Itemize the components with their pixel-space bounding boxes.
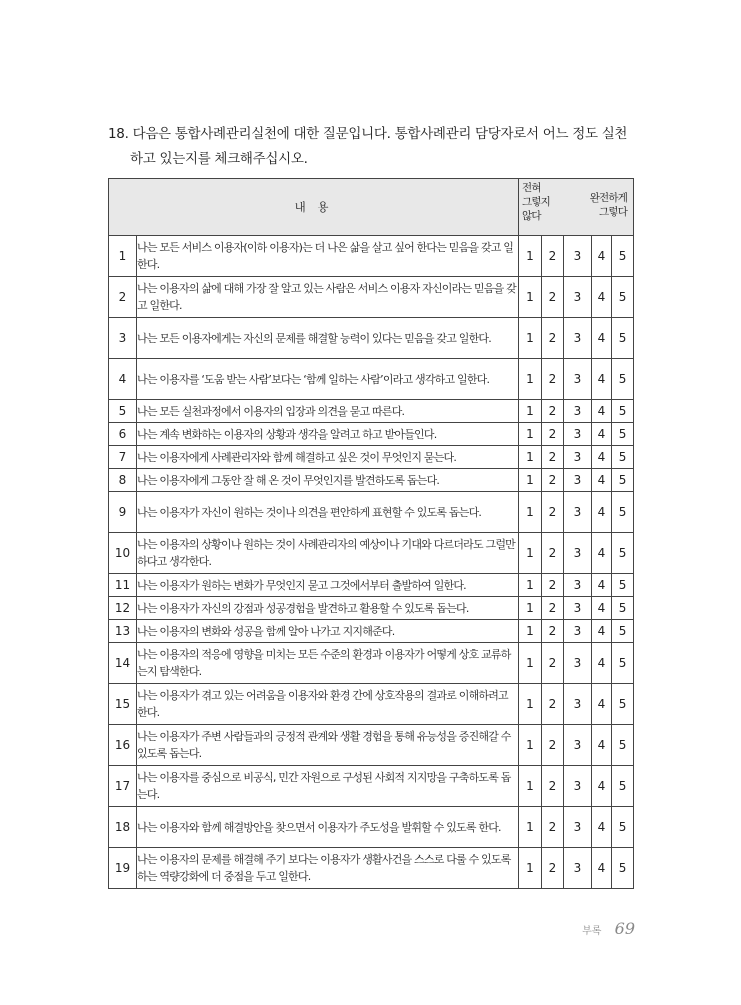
row-statement: 나는 계속 변화하는 이용자의 상황과 생각을 알려고 하고 받아들인다. [137,423,519,446]
scale-option-3[interactable]: 3 [564,400,592,423]
scale-option-1[interactable]: 1 [519,725,542,766]
table-row [109,766,634,807]
scale-option-1[interactable]: 1 [519,684,542,725]
scale-option-1[interactable]: 1 [519,318,542,359]
scale-option-4[interactable]: 4 [592,469,612,492]
row-number: 19 [109,848,137,889]
scale-option-1[interactable]: 1 [519,620,542,643]
scale-option-5[interactable]: 5 [612,423,634,446]
scale-option-5[interactable]: 5 [612,620,634,643]
scale-option-1[interactable]: 1 [519,807,542,848]
scale-option-5[interactable]: 5 [612,597,634,620]
row-statement: 나는 이용자가 자신의 강점과 성공경험을 발견하고 활용할 수 있도록 돕는다. [137,597,519,620]
row-number: 9 [109,492,137,533]
question-line-1: 다음은 통합사례관리실천에 대한 질문입니다. 통합사례관리 담당자로서 어느 정도 실천 [132,126,628,142]
scale-option-1[interactable]: 1 [519,423,542,446]
table-row [109,597,634,620]
scale-option-3[interactable]: 3 [564,492,592,533]
scale-option-1[interactable]: 1 [519,400,542,423]
scale-option-2[interactable]: 2 [542,423,564,446]
scale-option-5[interactable]: 5 [612,725,634,766]
scale-option-1[interactable]: 1 [519,277,542,318]
row-statement: 나는 이용자의 적응에 영향을 미치는 모든 수준의 환경과 이용자가 어떻게 상호 교류하는지 탐색한다. [137,643,519,684]
scale-option-3[interactable]: 3 [564,318,592,359]
scale-option-5[interactable]: 5 [612,643,634,684]
scale-option-4[interactable]: 4 [592,574,612,597]
scale-option-4[interactable]: 4 [592,597,612,620]
row-statement: 나는 모든 서비스 이용자(이하 이용자)는 더 나은 삶을 살고 싶어 한다는 믿음을 갖고 일한다. [137,236,519,277]
scale-option-4[interactable]: 4 [592,236,612,277]
table-row [109,446,634,469]
row-statement: 나는 이용자의 삶에 대해 가장 잘 알고 있는 사람은 서비스 이용자 자신이라는 믿음을 갖고 일한다. [137,277,519,318]
row-statement: 나는 이용자가 주변 사람들과의 긍정적 관계와 생활 경험을 통해 유능성을 증진해갈 수 있도록 돕는다. [137,725,519,766]
scale-option-2[interactable]: 2 [542,236,564,277]
scale-option-2[interactable]: 2 [542,620,564,643]
scale-option-2[interactable]: 2 [542,725,564,766]
row-number: 14 [109,643,137,684]
scale-option-1[interactable]: 1 [519,236,542,277]
scale-option-3[interactable]: 3 [564,277,592,318]
scale-option-5[interactable]: 5 [612,533,634,574]
survey-body [109,236,634,889]
row-number: 8 [109,469,137,492]
table-row [109,423,634,446]
scale-option-2[interactable]: 2 [542,469,564,492]
row-number: 18 [109,807,137,848]
scale-option-2[interactable]: 2 [542,597,564,620]
scale-option-5[interactable]: 5 [612,492,634,533]
row-number: 7 [109,446,137,469]
scale-option-4[interactable]: 4 [592,423,612,446]
row-statement: 나는 모든 이용자에게는 자신의 문제를 해결할 능력이 있다는 믿음을 갖고 일한다. [137,318,519,359]
question-number: 18. [108,126,129,142]
row-statement: 나는 이용자에게 그동안 잘 해 온 것이 무엇인지를 발견하도록 돕는다. [137,469,519,492]
scale-option-4[interactable]: 4 [592,277,612,318]
question-text [108,122,648,172]
scale-option-4[interactable]: 4 [592,400,612,423]
header-content: 내 용 [109,179,519,236]
scale-option-3[interactable]: 3 [564,469,592,492]
scale-option-1[interactable]: 1 [519,533,542,574]
scale-option-4[interactable]: 4 [592,533,612,574]
scale-option-2[interactable]: 2 [542,848,564,889]
scale-option-3[interactable]: 3 [564,807,592,848]
scale-option-3[interactable]: 3 [564,643,592,684]
scale-option-1[interactable]: 1 [519,574,542,597]
scale-option-5[interactable]: 5 [612,684,634,725]
scale-option-2[interactable]: 2 [542,400,564,423]
scale-option-3[interactable]: 3 [564,446,592,469]
row-number: 1 [109,236,137,277]
survey-table [108,178,634,889]
scale-option-2[interactable]: 2 [542,318,564,359]
scale-option-5[interactable]: 5 [612,359,634,400]
scale-option-5[interactable]: 5 [612,446,634,469]
scale-option-3[interactable]: 3 [564,236,592,277]
row-number: 13 [109,620,137,643]
row-number: 6 [109,423,137,446]
question-line-2: 하고 있는지를 체크해주십시오. [130,151,308,167]
row-statement: 나는 이용자에게 사례관리자와 함께 해결하고 싶은 것이 무엇인지 묻는다. [137,446,519,469]
table-row [109,236,634,277]
scale-option-3[interactable]: 3 [564,359,592,400]
scale-option-1[interactable]: 1 [519,848,542,889]
scale-option-3[interactable]: 3 [564,848,592,889]
scale-option-2[interactable]: 2 [542,684,564,725]
table-row [109,574,634,597]
row-number: 12 [109,597,137,620]
table-row [109,807,634,848]
row-statement: 나는 이용자의 변화와 성공을 함께 알아 나가고 지지해준다. [137,620,519,643]
scale-option-3[interactable]: 3 [564,574,592,597]
scale-option-2[interactable]: 2 [542,766,564,807]
row-number: 3 [109,318,137,359]
scale-option-1[interactable]: 1 [519,469,542,492]
scale-option-4[interactable]: 4 [592,620,612,643]
header-scale [519,179,634,236]
scale-option-2[interactable]: 2 [542,492,564,533]
scale-option-4[interactable]: 4 [592,492,612,533]
scale-option-3[interactable]: 3 [564,533,592,574]
scale-option-5[interactable]: 5 [612,766,634,807]
table-row [109,492,634,533]
footer-section: 부록 [582,926,602,937]
row-statement: 나는 이용자를 중심으로 비공식, 민간 자원으로 구성된 사회적 지지망을 구축하도록 돕는다. [137,766,519,807]
scale-option-2[interactable]: 2 [542,533,564,574]
row-statement: 나는 이용자가 원하는 변화가 무엇인지 묻고 그것에서부터 출발하여 일한다. [137,574,519,597]
table-row [109,848,634,889]
row-statement: 나는 이용자의 상황이나 원하는 것이 사례관리자의 예상이나 기대와 다르더라도 그럴만하다고 생각한다. [137,533,519,574]
scale-option-5[interactable]: 5 [612,848,634,889]
scale-option-4[interactable]: 4 [592,359,612,400]
scale-option-2[interactable]: 2 [542,446,564,469]
table-row [109,725,634,766]
scale-option-3[interactable]: 3 [564,725,592,766]
scale-option-5[interactable]: 5 [612,400,634,423]
table-row [109,620,634,643]
row-statement: 나는 이용자의 문제를 해결해 주기 보다는 이용자가 생활사건을 스스로 다룰 수 있도록 하는 역량강화에 더 중점을 두고 일한다. [137,848,519,889]
row-number: 11 [109,574,137,597]
scale-option-3[interactable]: 3 [564,684,592,725]
scale-option-4[interactable]: 4 [592,766,612,807]
scale-option-4[interactable]: 4 [592,643,612,684]
scale-option-5[interactable]: 5 [612,807,634,848]
scale-option-1[interactable]: 1 [519,597,542,620]
row-number: 4 [109,359,137,400]
table-row [109,684,634,725]
scale-option-1[interactable]: 1 [519,492,542,533]
scale-option-3[interactable]: 3 [564,766,592,807]
scale-option-2[interactable]: 2 [542,359,564,400]
scale-option-4[interactable]: 4 [592,848,612,889]
scale-option-2[interactable]: 2 [542,277,564,318]
scale-option-2[interactable]: 2 [542,643,564,684]
scale-option-1[interactable]: 1 [519,643,542,684]
row-number: 16 [109,725,137,766]
scale-option-3[interactable]: 3 [564,620,592,643]
row-number: 15 [109,684,137,725]
scale-option-1[interactable]: 1 [519,446,542,469]
table-row [109,359,634,400]
scale-option-5[interactable]: 5 [612,469,634,492]
scale-option-4[interactable]: 4 [592,318,612,359]
table-row [109,643,634,684]
scale-option-2[interactable]: 2 [542,807,564,848]
row-number: 5 [109,400,137,423]
row-statement: 나는 이용자가 자신이 원하는 것이나 의견을 편안하게 표현할 수 있도록 돕는다. [137,492,519,533]
scale-option-4[interactable]: 4 [592,807,612,848]
scale-option-5[interactable]: 5 [612,318,634,359]
scale-option-5[interactable]: 5 [612,574,634,597]
scale-option-1[interactable]: 1 [519,766,542,807]
scale-option-4[interactable]: 4 [592,446,612,469]
row-statement: 나는 이용자를 ‘도움 받는 사람’보다는 ‘함께 일하는 사람’이라고 생각하고 일한다. [137,359,519,400]
scale-option-1[interactable]: 1 [519,359,542,400]
table-header-row [109,179,634,236]
scale-option-3[interactable]: 3 [564,597,592,620]
scale-option-5[interactable]: 5 [612,236,634,277]
row-number: 2 [109,277,137,318]
scale-option-3[interactable]: 3 [564,423,592,446]
scale-option-4[interactable]: 4 [592,684,612,725]
table-row [109,277,634,318]
table-row [109,318,634,359]
scale-label-left: 전혀 그렇지 않다 [522,182,551,222]
table-row [109,469,634,492]
row-number: 10 [109,533,137,574]
scale-option-5[interactable]: 5 [612,277,634,318]
table-row [109,533,634,574]
page-footer [582,919,635,938]
scale-option-4[interactable]: 4 [592,725,612,766]
row-statement: 나는 모든 실천과정에서 이용자의 입장과 의견을 묻고 따른다. [137,400,519,423]
row-statement: 나는 이용자와 함께 해결방안을 찾으면서 이용자가 주도성을 발휘할 수 있도록 한다. [137,807,519,848]
row-number: 17 [109,766,137,807]
page-number: 69 [614,919,635,938]
scale-label-right: 완전하게 그렇다 [589,192,628,218]
row-statement: 나는 이용자가 겪고 있는 어려움을 이용자와 환경 간에 상호작용의 결과로 이해하려고 한다. [137,684,519,725]
scale-option-2[interactable]: 2 [542,574,564,597]
table-row [109,400,634,423]
